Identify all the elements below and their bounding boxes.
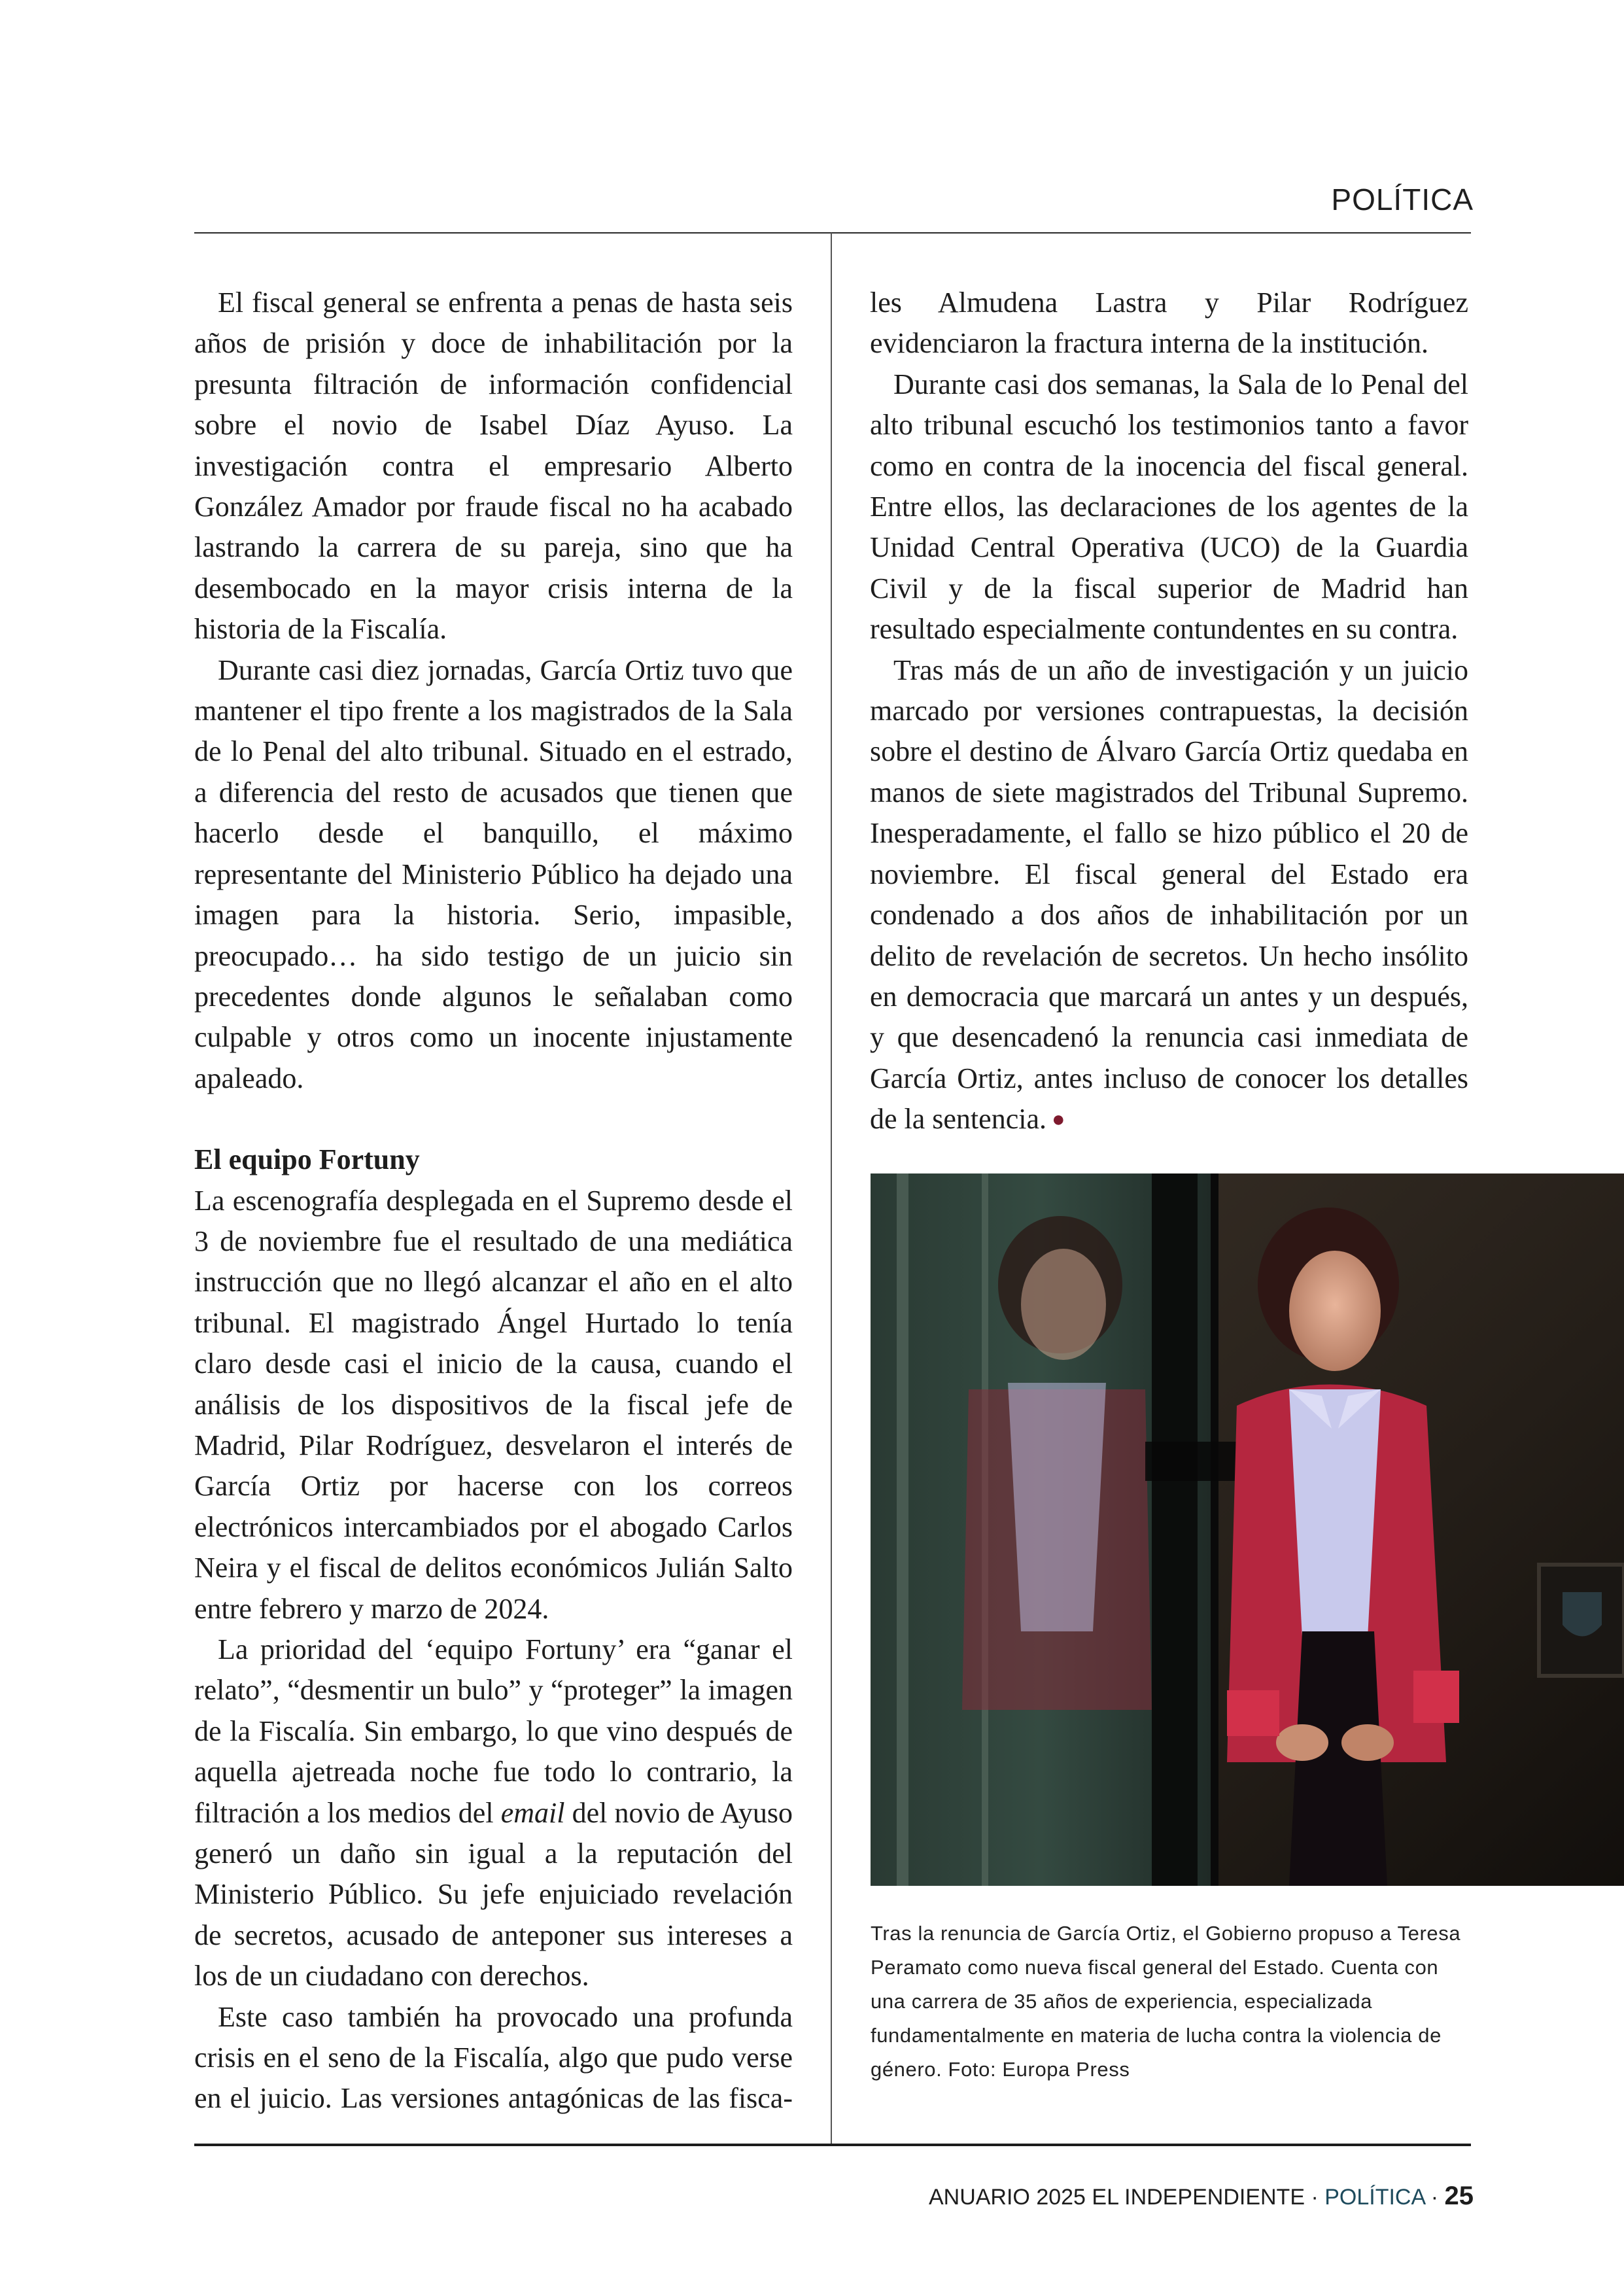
footer-separator: · [1425, 2185, 1445, 2210]
paragraph [194, 1629, 793, 1997]
page-number: 25 [1444, 2181, 1474, 2210]
publication-name: ANUARIO 2025 EL INDEPENDIENTE [928, 2185, 1305, 2210]
paragraph: Durante casi dos semanas, la Sala de lo Penal del alto tribunal escuchó los testimonios tanto a favor como en contra de la inocencia del fiscal general. Entre ellos, las declaraciones de los agentes de la Unidad Central Operativa (UCO) de la Guardia Civil y de la fiscal superior de Madrid han resultado especialmente contundentes en su contra. [870, 368, 1468, 646]
paragraph: Este caso también ha provocado una profunda crisis en el seno de la Fiscalía, algo que pudo verse en el juicio. Las versiones antagónicas de las fisca- [194, 2000, 793, 2115]
column-divider [831, 233, 832, 2146]
paragraph: La escenografía desplegada en el Supremo desde el 3 de noviembre fue el resultado de una mediática instrucción que no llegó alcanzar el año en el alto tribunal. El magistrado Ángel Hurtado lo tenía claro desde casi el inicio de la causa, cuando el análisis de los dispositivos de la fiscal jefe de Madrid, Pilar Rodríguez, desvelaron el interés de García Ortiz por hacerse con los correos electrónicos intercambiados por el abogado Carlos Neira y el fiscal de delitos económicos Julián Salto entre febrero y marzo de 2024. [194, 1184, 793, 1625]
text-run: Tras más de un año de investigación y un juicio marcado por versiones contrapuestas, la decisión sobre el destino de Álvaro García Ortiz quedaba en manos de siete magistrados del Tribunal Supremo. Inesperadamente, el fallo se hizo público el 20 de noviembre. El fiscal general del Estado era condenado a dos años de inhabilitación por un delito de revelación de secretos. Un hecho insólito en democracia que marcará un antes y un después, y que desencadenó la renuncia casi inmediata de García Ortiz, antes incluso de conocer los detalles de la sentencia. [870, 653, 1468, 1136]
paragraph: les Almudena Lastra y Pilar Rodríguez evidenciaron la fractura interna de la institución. [870, 287, 1468, 360]
text-run: del novio de Ayuso generó un daño sin igual a la reputación del Ministerio Público. Su jefe enjuiciado revelación de secretos, acusado de anteponer sus intereses a los de un ciudadano con derechos. [194, 1796, 793, 1992]
paragraph: El fiscal general se enfrenta a penas de hasta seis años de prisión y doce de inhabilitación por la presunta filtración de información confidencial sobre el novio de Isabel Díaz Ayuso. La investigación contra el empresario Alberto González Amador por fraude fiscal no ha acabado lastrando la carrera de su pareja, sino que ha desembocado en la mayor crisis interna de la historia de la Fiscalía. [194, 287, 793, 646]
paragraph [870, 650, 1468, 1141]
top-rule [194, 232, 1471, 234]
paragraph: Durante casi diez jornadas, García Ortiz tuvo que mantener el tipo frente a los magistrados de la Sala de lo Penal del alto tribunal. Situado en el estrado, a diferencia del resto de acusados que tienen que hacerlo desde el banquillo, el máximo representante del Ministerio Público ha dejado una imagen para la historia. Serio, impasible, preocupado… ha sido testigo de un juicio sin precedentes donde algunos le señalaban como culpable y otros como un inocente injustamente apaleado. [194, 653, 793, 1094]
photo-caption: Tras la renuncia de García Ortiz, el Gobierno propuso a Teresa Peramato como nueva fiscal general del Estado. Cuenta con una carrera de 35 años de experiencia, especializada fundamentalmente en materia de lucha contra la violencia de género. Foto: Europa Press [871, 1922, 1461, 2081]
footer-section: POLÍTICA [1324, 2185, 1425, 2210]
end-mark-icon: ● [1051, 1107, 1065, 1132]
text-run: La prioridad del ‘equipo Fortuny’ era “ganar el relato”, “desmentir un bulo” y “proteger” la imagen de la Fiscalía. Sin embargo, lo que vino después de aquella ajetreada noche fue todo lo contrario, la filtración a los medios del [194, 1633, 793, 1829]
emphasis: email [500, 1796, 565, 1829]
portrait-photo [871, 1173, 1624, 1886]
subheading: El equipo Fortuny [194, 1143, 420, 1176]
section-header: POLÍTICA [1331, 182, 1474, 217]
right-column [870, 283, 1468, 1141]
footer-separator: · [1305, 2185, 1325, 2210]
page-footer [929, 2181, 1474, 2211]
bottom-rule [194, 2144, 1471, 2146]
left-column [194, 283, 793, 2119]
photo-illustration [871, 1173, 1624, 1886]
